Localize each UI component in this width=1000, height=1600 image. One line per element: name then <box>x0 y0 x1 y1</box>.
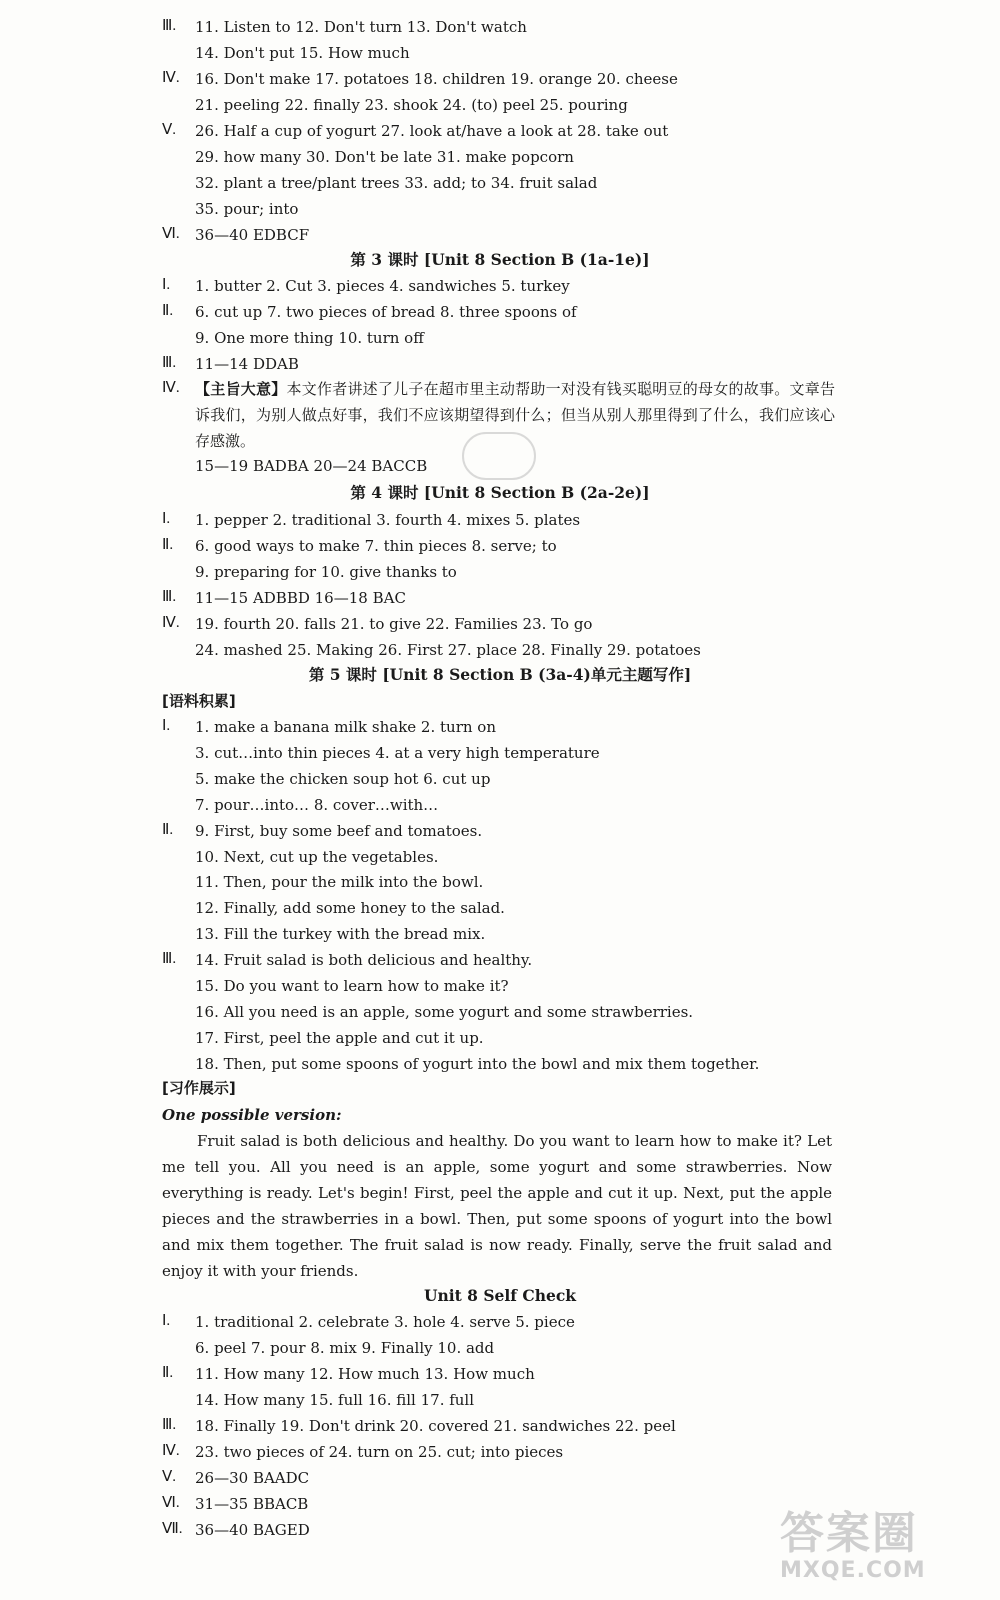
s5-numeral: Ⅰ. <box>162 718 171 734</box>
s5-line: 5. make the chicken soup hot 6. cut up <box>195 769 491 788</box>
lines-numeral: Ⅴ. <box>162 122 177 138</box>
s5-line: 7. pour…into… 8. cover…with… <box>195 795 439 814</box>
s3-line: 6. cut up 7. two pieces of bread 8. three spoons of <box>195 303 577 321</box>
summary-text: 本文作者讲述了儿子在超市里主动帮助一对没有钱买聪明豆的母女的故事。文章告诉我们，为别人做点好事，我们不应该期望得到什么；但当从别人那里得到了什么，我们应该心存感激。 <box>195 380 835 450</box>
lines-line: 29. how many 30. Don't be late 31. make popcorn <box>195 148 574 166</box>
s3-iv-numeral: Ⅳ. <box>162 380 180 396</box>
ssc-numeral: Ⅲ. <box>162 1417 177 1433</box>
ssc-line: 23. two pieces of 24. turn on 25. cut; into pieces <box>195 1443 564 1461</box>
ssc-line: 26—30 BAADC <box>195 1469 310 1487</box>
s5-line: 3. cut…into thin pieces 4. at a very high temperature <box>195 743 600 762</box>
lesson3-heading: 第 3 课时 [Unit 8 Section B (1a-1e)] <box>350 250 650 269</box>
watermark-url: MXQE.COM <box>780 1558 926 1583</box>
writing-label: [习作展示] <box>162 1079 236 1097</box>
lines-numeral: Ⅲ. <box>162 18 177 34</box>
s5-line: 11. Then, pour the milk into the bowl. <box>195 873 484 892</box>
s5-line: 9. First, buy some beef and tomatoes. <box>195 821 483 840</box>
s4-line: 19. fourth 20. falls 21. to give 22. Families 23. To go <box>195 615 593 633</box>
ssc-numeral: Ⅶ. <box>162 1521 183 1537</box>
s5-line: 14. Fruit salad is both delicious and healthy. <box>195 951 533 970</box>
watermark <box>780 1510 980 1590</box>
lines-numeral: Ⅳ. <box>162 70 180 86</box>
lines-line: 32. plant a tree/plant trees 33. add; to 34. fruit salad <box>195 174 598 192</box>
s4-numeral: Ⅲ. <box>162 589 177 605</box>
s5-numeral: Ⅱ. <box>162 821 174 838</box>
s5-line: 1. make a banana milk shake 2. turn on <box>195 718 496 736</box>
summary-label: 【主旨大意】 <box>195 380 287 398</box>
watermark-title: 答案圈 <box>780 1508 918 1559</box>
lines-line: 26. Half a cup of yogurt 27. look at/have a look at 28. take out <box>195 122 669 140</box>
ssc-line: 14. How many 15. full 16. fill 17. full <box>195 1391 475 1409</box>
version-label: One possible version: <box>162 1106 342 1124</box>
s5-line: 13. Fill the turkey with the bread mix. <box>195 925 486 944</box>
s4-line: 24. mashed 25. Making 26. First 27. place 28. Finally 29. potatoes <box>195 641 701 659</box>
s5-line: 15. Do you want to learn how to make it? <box>195 977 509 995</box>
self-check-heading: Unit 8 Self Check <box>423 1286 577 1305</box>
s4-line: 1. pepper 2. traditional 3. fourth 4. mixes 5. plates <box>195 511 581 529</box>
s3-line: 1. butter 2. Cut 3. pieces 4. sandwiches 5. turkey <box>195 277 570 295</box>
lines-line: 35. pour; into <box>195 200 299 218</box>
s5-line: 10. Next, cut up the vegetables. <box>195 847 439 866</box>
s3-iv-answers: 15—19 BADBA 20—24 BACCB <box>195 457 428 475</box>
s3-numeral: Ⅱ. <box>162 303 174 319</box>
s4-numeral: Ⅱ. <box>162 537 174 553</box>
s4-numeral: Ⅰ. <box>162 511 171 527</box>
ssc-line: 18. Finally 19. Don't drink 20. covered 21. sandwiches 22. peel <box>195 1417 676 1435</box>
ssc-line: 31—35 BBACB <box>195 1495 309 1513</box>
stamp-mark <box>462 432 536 480</box>
s4-numeral: Ⅳ. <box>162 615 180 631</box>
ssc-line: 6. peel 7. pour 8. mix 9. Finally 10. add <box>195 1339 495 1357</box>
s3-line: 11—14 DDAB <box>195 355 299 373</box>
s3-line: 9. One more thing 10. turn off <box>195 329 424 347</box>
ssc-numeral: Ⅴ. <box>162 1469 177 1485</box>
s5-line: 18. Then, put some spoons of yogurt into the bowl and mix them together. <box>195 1054 760 1073</box>
lines-line: 14. Don't put 15. How much <box>195 44 410 62</box>
s5-line: 16. All you need is an apple, some yogurt and some strawberries. <box>195 1002 694 1021</box>
s4-line: 9. preparing for 10. give thanks to <box>195 563 457 581</box>
s3-numeral: Ⅰ. <box>162 277 171 293</box>
ssc-numeral: Ⅳ. <box>162 1443 180 1459</box>
s5-line: 12. Finally, add some honey to the salad. <box>195 899 505 918</box>
ssc-numeral: Ⅰ. <box>162 1313 171 1329</box>
lesson4-heading: 第 4 课时 [Unit 8 Section B (2a-2e)] <box>350 483 650 502</box>
ssc-line: 11. How many 12. How much 13. How much <box>195 1365 535 1383</box>
lines-line: 16. Don't make 17. potatoes 18. children 19. orange 20. cheese <box>195 70 678 88</box>
model-essay: Fruit salad is both delicious and healthy. Do you want to learn how to make it? Let me tell you. All you need is an apple, some yogurt and some strawberries. Now everything is ready. Let's begin! First, peel the apple and cut it up. Next, put the apple pieces and the strawberries in a bowl. Then, put some spoons of yogurt into the bowl and mix them together. The fruit salad is now ready. Finally, serve the fruit salad and enjoy it with your friends. <box>162 1132 832 1280</box>
s3-numeral: Ⅲ. <box>162 355 177 371</box>
ssc-line: 36—40 BAGED <box>195 1521 310 1539</box>
ssc-numeral: Ⅱ. <box>162 1365 174 1381</box>
lines-line: 11. Listen to 12. Don't turn 13. Don't watch <box>195 18 527 36</box>
s5-numeral: Ⅲ. <box>162 951 177 968</box>
s4-line: 11—15 ADBBD 16—18 BAC <box>195 589 406 607</box>
lesson5-heading: 第 5 课时 [Unit 8 Section B (3a-4)单元主题写作] <box>308 665 692 684</box>
lines-line: 36—40 EDBCF <box>195 226 310 244</box>
lines-line: 21. peeling 22. finally 23. shook 24. (to) peel 25. pouring <box>195 96 628 114</box>
lines-numeral: Ⅵ. <box>162 226 180 242</box>
ssc-line: 1. traditional 2. celebrate 3. hole 4. serve 5. piece <box>195 1313 575 1331</box>
s4-line: 6. good ways to make 7. thin pieces 8. serve; to <box>195 537 557 555</box>
s5-line: 17. First, peel the apple and cut it up. <box>195 1028 484 1047</box>
corpus-label: [语料积累] <box>162 692 236 710</box>
ssc-numeral: Ⅵ. <box>162 1495 180 1511</box>
